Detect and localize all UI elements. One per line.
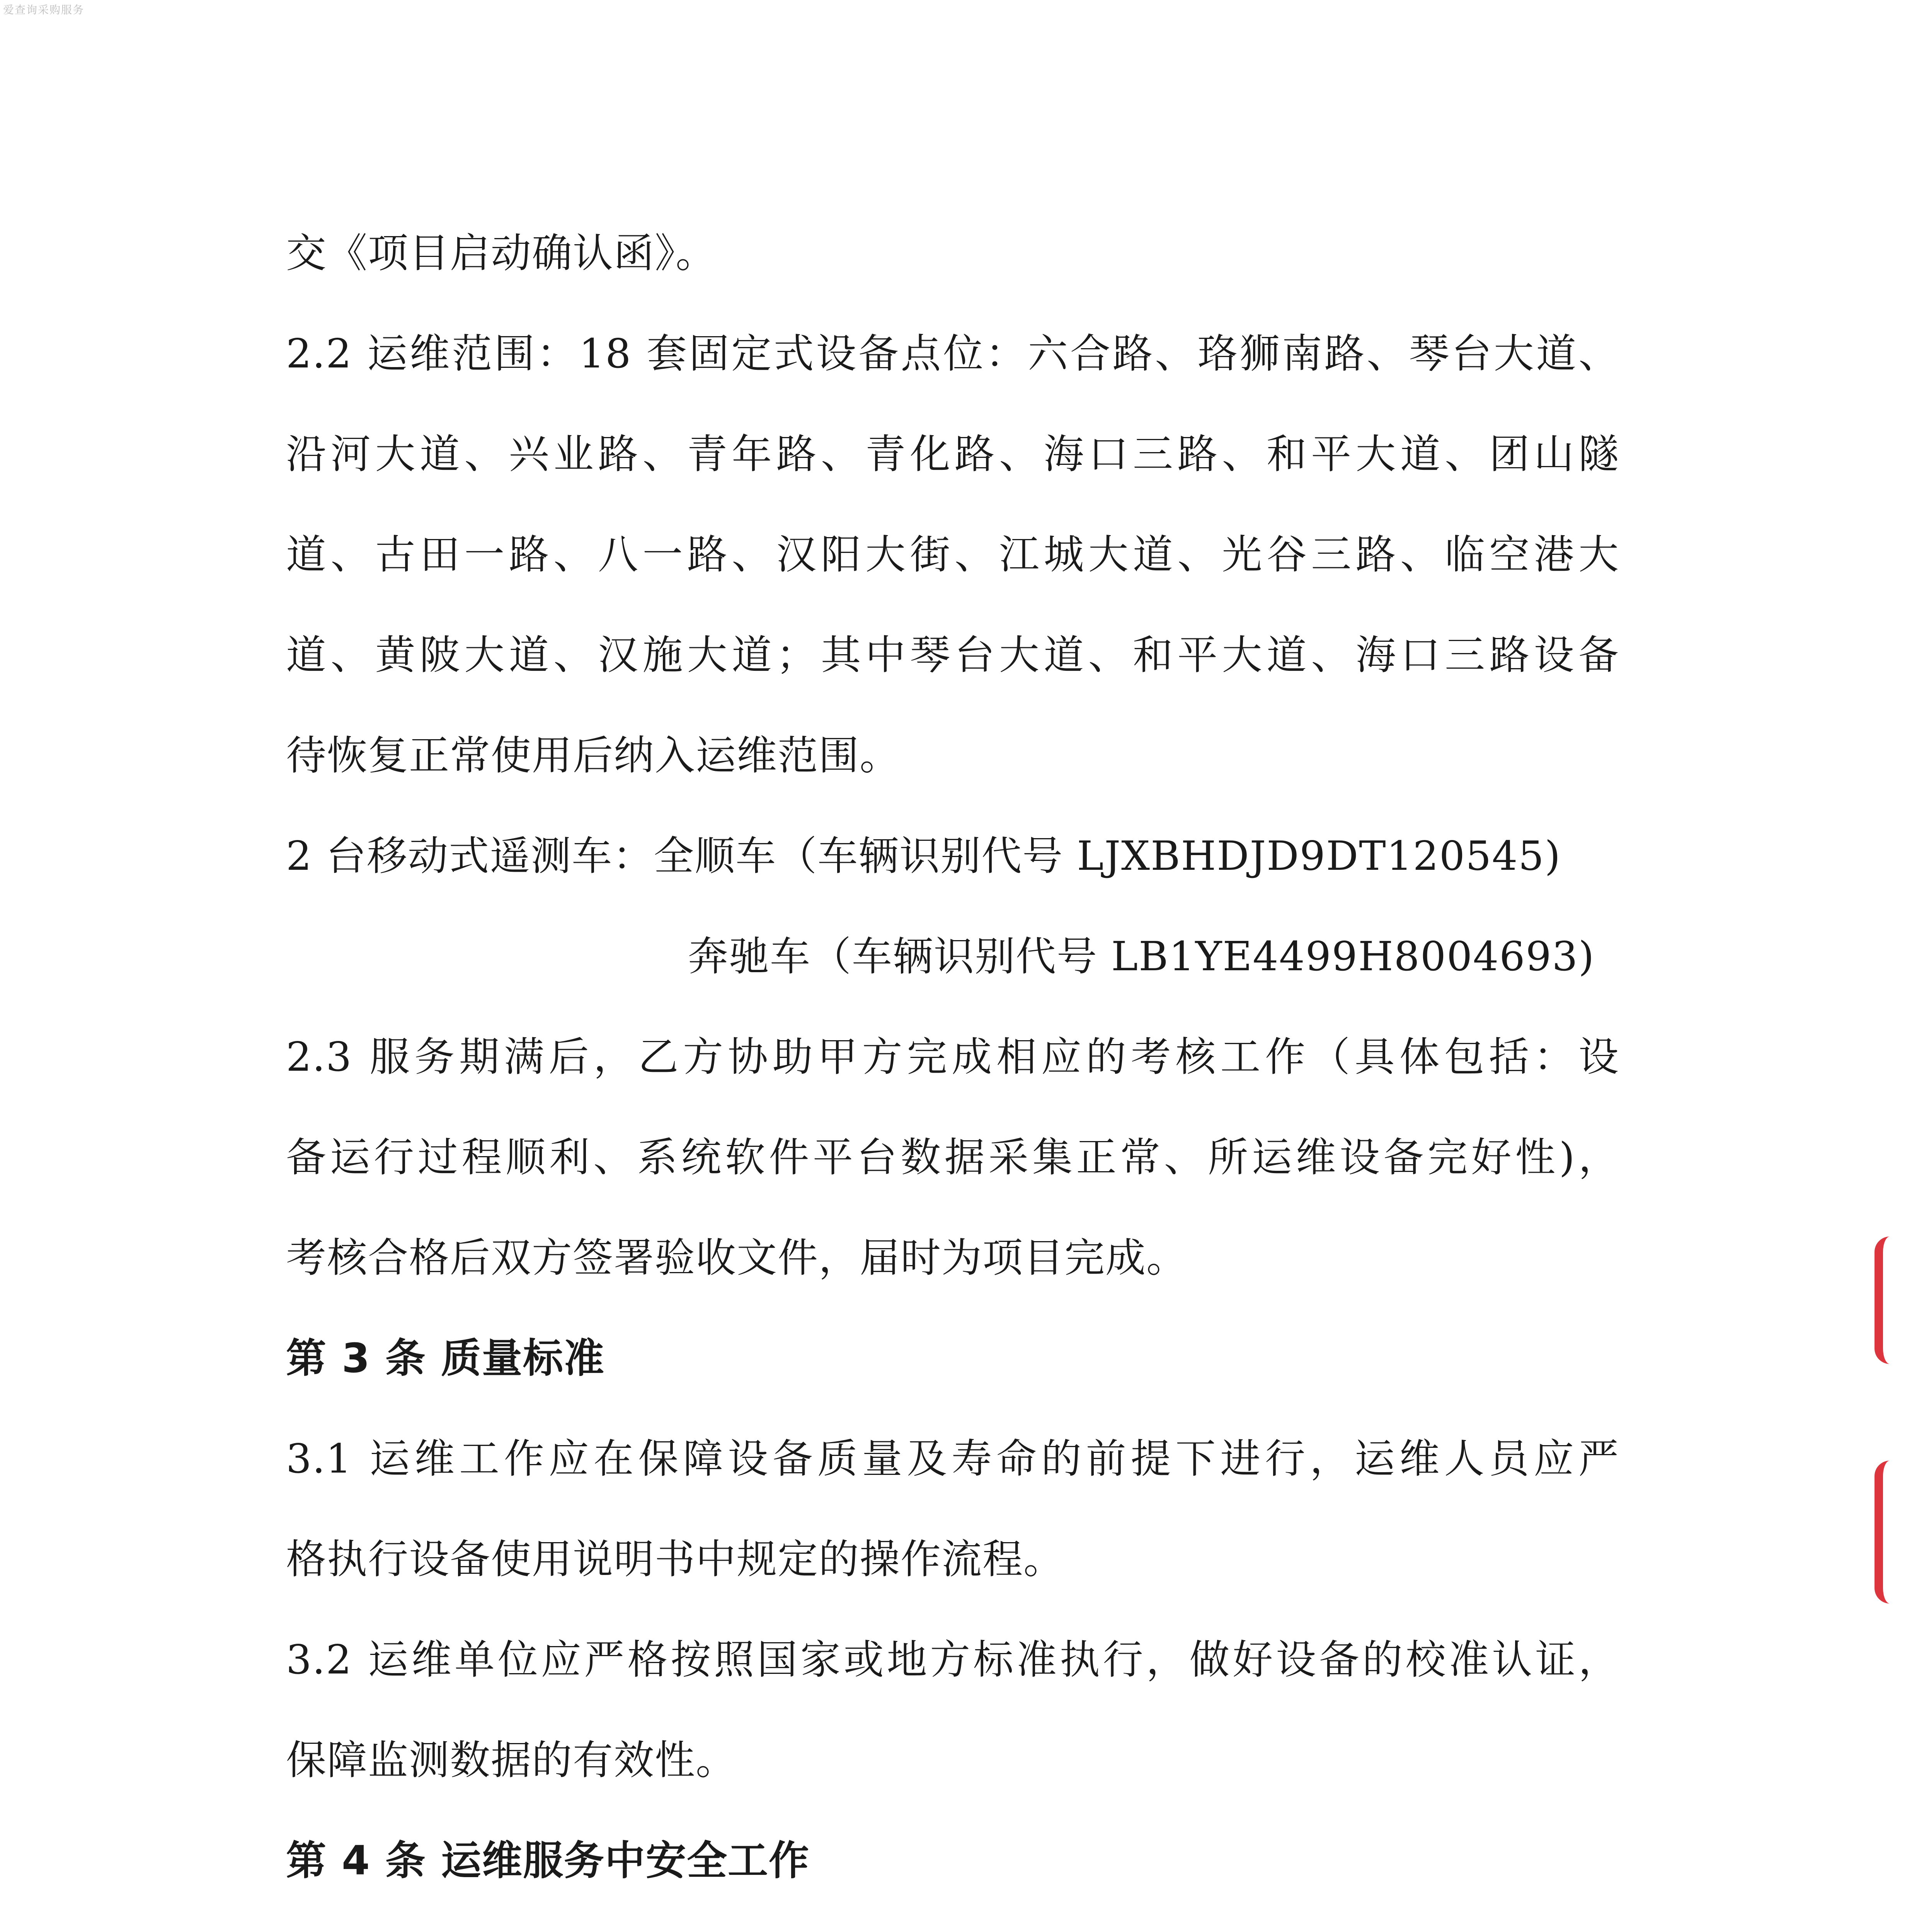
paragraph-line: 沿河大道、兴业路、青年路、青化路、海口三路、和平大道、团山隧: [286, 430, 1619, 478]
paragraph-line: 保障监测数据的有效性。: [286, 1736, 737, 1784]
seal-stamp-fragment: [1875, 1236, 1929, 1364]
paragraph-line: 2.3 服务期满后，乙方协助甲方完成相应的考核工作（具体包括：设: [286, 1033, 1619, 1080]
paragraph-line: 待恢复正常使用后纳入运维范围。: [286, 732, 901, 779]
section-heading-3: 第 3 条 质量标准: [286, 1335, 605, 1382]
paragraph-line: 考核合格后双方签署验收文件，届时为项目完成。: [286, 1234, 1188, 1281]
paragraph-line: 3.1 运维工作应在保障设备质量及寿命的前提下进行，运维人员应严: [286, 1435, 1619, 1482]
paragraph-line: 3.2 运维单位应严格按照国家或地方标准执行，做好设备的校准认证，: [286, 1636, 1619, 1683]
paragraph-line: 2.2 运维范围：18 套固定式设备点位：六合路、珞狮南路、琴台大道、: [286, 330, 1619, 377]
paragraph-line: 交《项目启动确认函》。: [286, 230, 717, 277]
paragraph-line: 道、古田一路、八一路、汉阳大街、江城大道、光谷三路、临空港大: [286, 531, 1619, 578]
paragraph-line: 备运行过程顺利、系统软件平台数据采集正常、所运维设备完好性)，: [286, 1134, 1619, 1181]
paragraph-line: 奔驰车（车辆识别代号 LB1YE4499H8004693): [688, 933, 1595, 980]
paragraph-line: 2 台移动式遥测车：全顺车（车辆识别代号 LJXBHDJD9DT120545): [286, 832, 1561, 879]
paragraph-line: 格执行设备使用说明书中规定的操作流程。: [286, 1536, 1065, 1583]
corner-watermark: 爱查询采购服务: [3, 3, 85, 16]
seal-text: [1885, 1492, 1899, 1541]
seal-stamp-fragment: [1875, 1461, 1929, 1604]
section-heading-4: 第 4 条 运维服务中安全工作: [286, 1837, 810, 1884]
paragraph-line: 道、黄陂大道、汉施大道；其中琴台大道、和平大道、海口三路设备: [286, 631, 1619, 679]
seal-text: [1885, 1260, 1899, 1309]
